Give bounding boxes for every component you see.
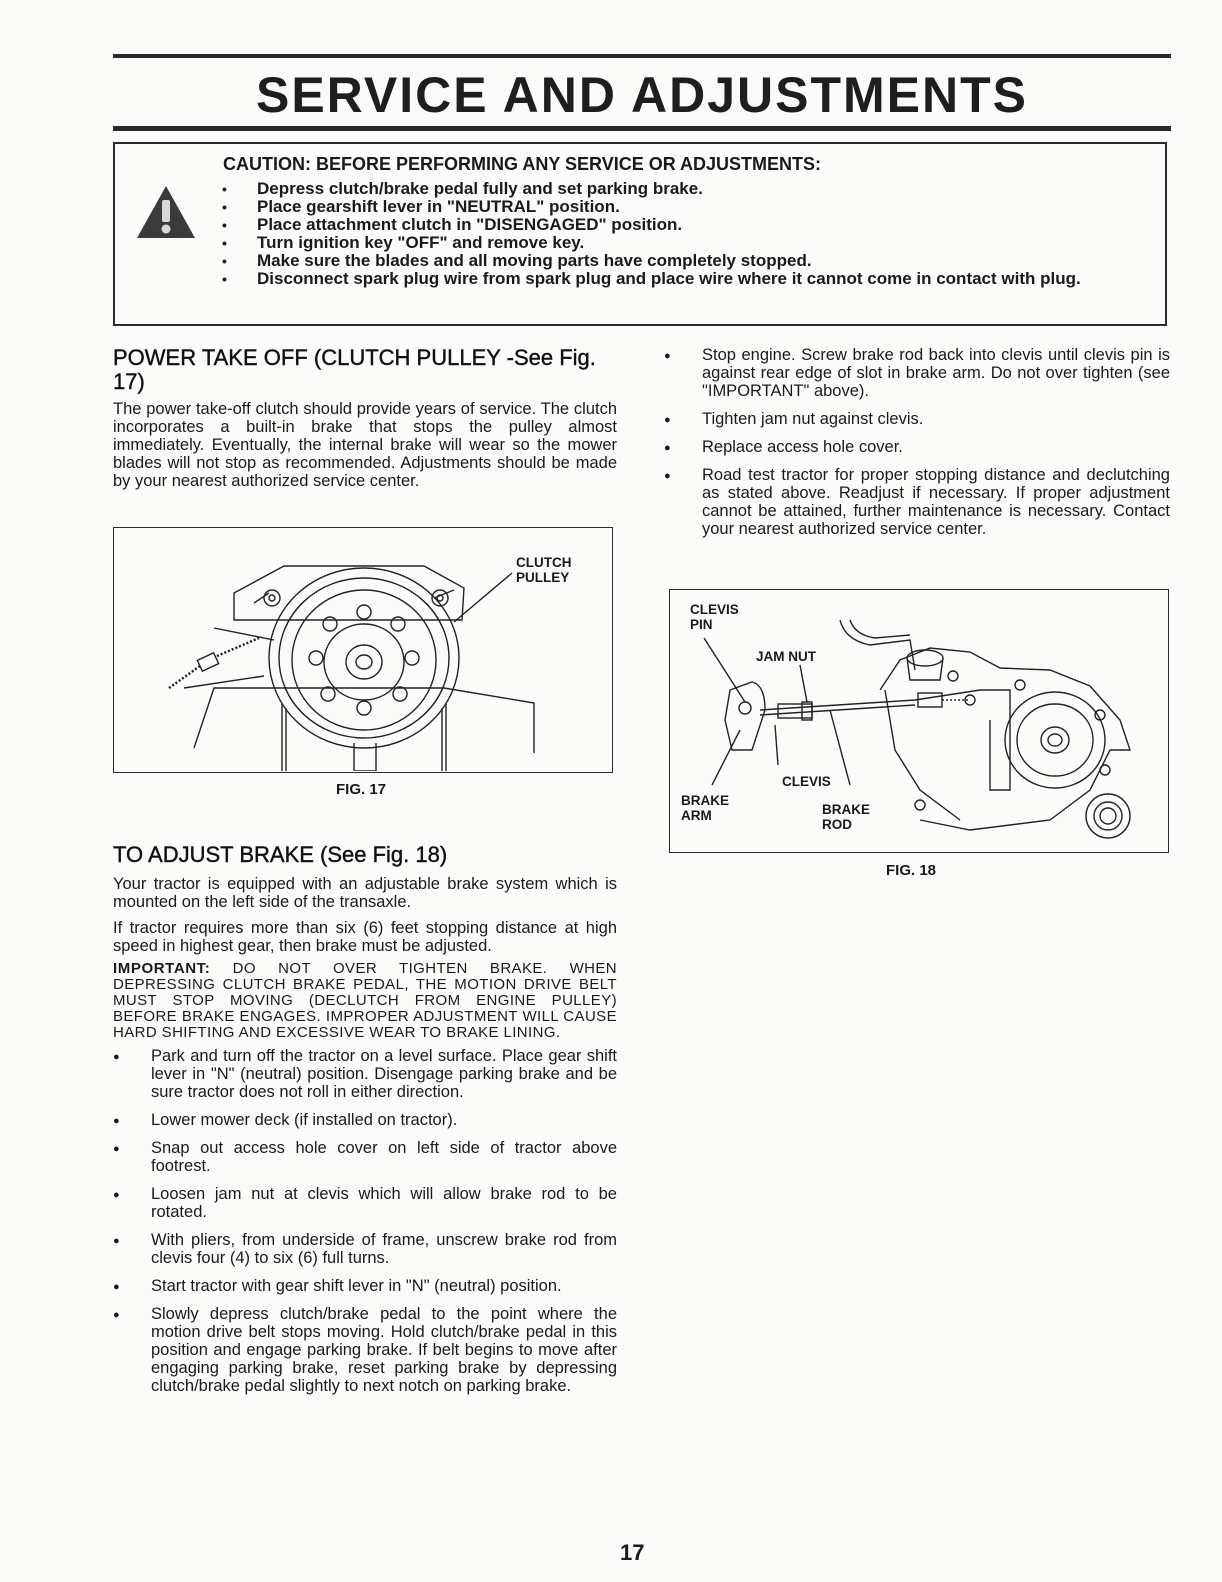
list-item: ● Start tractor with gear shift lever in "N" (neutral) position. xyxy=(113,1277,562,1295)
list-item: ● Snap out access hole cover on left side of tractor above footrest. xyxy=(113,1139,617,1175)
bullet-icon: ● xyxy=(113,1189,120,1201)
bullet-icon: ● xyxy=(113,1235,120,1247)
bullet-icon: ● xyxy=(113,1143,120,1155)
important-text: DO NOT OVER TIGHTEN BRAKE. WHEN DEPRESSING CLUTCH BRAKE PEDAL, THE MOTION DRIVE BELT MUST STOP MOVING (DECLUTCH FROM ENGINE PULLEY) BEFORE BRAKE ENGAGES. IMPROPER ADJUSTMENT WILL CAUSE HARD SHIFTING AND EXCESSIVE WEAR TO BRAKE LINING. xyxy=(113,960,617,1041)
list-item: ● Stop engine. Screw brake rod back into clevis until clevis pin is against rear edge of slot in brake arm. Do not over tighten (see "IMPORTANT" above). xyxy=(664,346,1170,400)
warning-triangle-icon xyxy=(135,184,197,240)
list-item: • Place gearshift lever in "NEUTRAL" position. xyxy=(222,197,620,216)
bullet-icon: • xyxy=(222,199,227,215)
brake-steps xyxy=(113,1047,617,1395)
bullet-icon: ● xyxy=(113,1309,120,1321)
bullet-icon: • xyxy=(222,217,227,233)
jam-nut-label: JAM NUT xyxy=(756,649,816,664)
pto-section xyxy=(113,346,617,490)
brake-steps-continued-list xyxy=(664,346,1170,538)
clutch-pulley-label: CLUTCH PULLEY xyxy=(516,555,572,585)
fig-18-caption: FIG. 18 xyxy=(886,862,937,879)
list-item: ● Tighten jam nut against clevis. xyxy=(664,410,924,428)
list-item: • Make sure the blades and all moving parts have completely stopped. xyxy=(222,251,812,270)
caution-box xyxy=(113,142,1167,326)
bullet-icon: • xyxy=(222,271,227,287)
brake-stopping-distance: If tractor requires more than six (6) feet stopping distance at high speed in highest gear, then brake must be adjusted. xyxy=(113,919,617,955)
clevis-label: CLEVIS xyxy=(782,774,831,789)
figure-18 xyxy=(669,589,1169,853)
figure-17 xyxy=(113,527,613,773)
caution-heading: CAUTION: BEFORE PERFORMING ANY SERVICE OR ADJUSTMENTS: xyxy=(223,154,822,174)
top-rule xyxy=(113,54,1171,58)
brake-steps-continued xyxy=(664,346,1170,548)
list-item: • Disconnect spark plug wire from spark plug and place wire where it cannot come in contact with plug. xyxy=(222,269,1081,288)
important-note xyxy=(113,961,617,1041)
bullet-icon: ● xyxy=(664,470,671,482)
bullet-icon: ● xyxy=(113,1115,120,1127)
bullet-icon: • xyxy=(222,235,227,251)
list-item: ● Loosen jam nut at clevis which will allow brake rod to be rotated. xyxy=(113,1185,617,1221)
list-item: ● With pliers, from underside of frame, unscrew brake rod from clevis four (4) to six (6) full turns. xyxy=(113,1231,617,1267)
brake-section xyxy=(113,843,617,1405)
list-item: • Turn ignition key "OFF" and remove key. xyxy=(222,233,585,252)
title-underline xyxy=(113,126,1171,131)
page-title: SERVICE AND ADJUSTMENTS xyxy=(255,67,1029,123)
brake-arm-label: BRAKE ARM xyxy=(681,793,730,823)
bullet-icon: ● xyxy=(113,1281,120,1293)
list-item: ● Replace access hole cover. xyxy=(664,438,903,456)
list-item: ● Park and turn off the tractor on a level surface. Place gear shift lever in "N" (neutral) position. Disengage parking brake and be sure tractor does not roll in either direction. xyxy=(113,1047,617,1101)
clevis-pin-label: CLEVIS PIN xyxy=(690,602,739,632)
brake-rod-label: BRAKE ROD xyxy=(822,802,871,832)
important-label: IMPORTANT: xyxy=(113,960,211,977)
page-number: 17 xyxy=(620,1540,645,1565)
pto-body: The power take-off clutch should provide years of service. The clutch incorporates a built-in brake that stops the pulley almost immediately. Eventually, the internal brake will wear so the mower blades will not stop as recommended. Adjustments should be made by your nearest authorized service center. xyxy=(113,400,617,490)
bullet-icon: • xyxy=(222,253,227,269)
fig-17-caption: FIG. 17 xyxy=(336,781,387,798)
brake-heading: TO ADJUST BRAKE (See Fig. 18) xyxy=(113,842,448,867)
bullet-icon: ● xyxy=(664,350,671,362)
list-item: ● Slowly depress clutch/brake pedal to the point where the motion drive belt stops moving. Hold clutch/brake pedal in this position and engage parking brake. If belt begins to move after engaging parking brake, reset parking brake by depressing clutch/brake pedal slightly to next notch on parking brake. xyxy=(113,1305,617,1395)
bullet-icon: • xyxy=(222,181,227,197)
list-item: ● Lower mower deck (if installed on tractor). xyxy=(113,1111,458,1129)
bullet-icon: ● xyxy=(664,442,671,454)
caution-list xyxy=(219,180,1149,288)
brake-intro: Your tractor is equipped with an adjustable brake system which is mounted on the left side of the transaxle. xyxy=(113,875,617,911)
bullet-icon: ● xyxy=(113,1051,120,1063)
list-item: • Depress clutch/brake pedal fully and set parking brake. xyxy=(222,179,703,198)
list-item: ● Road test tractor for proper stopping distance and declutching as stated above. Readjust if necessary. If proper adjustment cannot be attained, further maintenance is necessary. Contact your nearest authorized service center. xyxy=(664,466,1170,538)
bullet-icon: ● xyxy=(664,414,671,426)
list-item: • Place attachment clutch in "DISENGAGED" position. xyxy=(222,215,683,234)
pto-heading: POWER TAKE OFF (CLUTCH PULLEY -See Fig. 17) xyxy=(113,345,596,394)
